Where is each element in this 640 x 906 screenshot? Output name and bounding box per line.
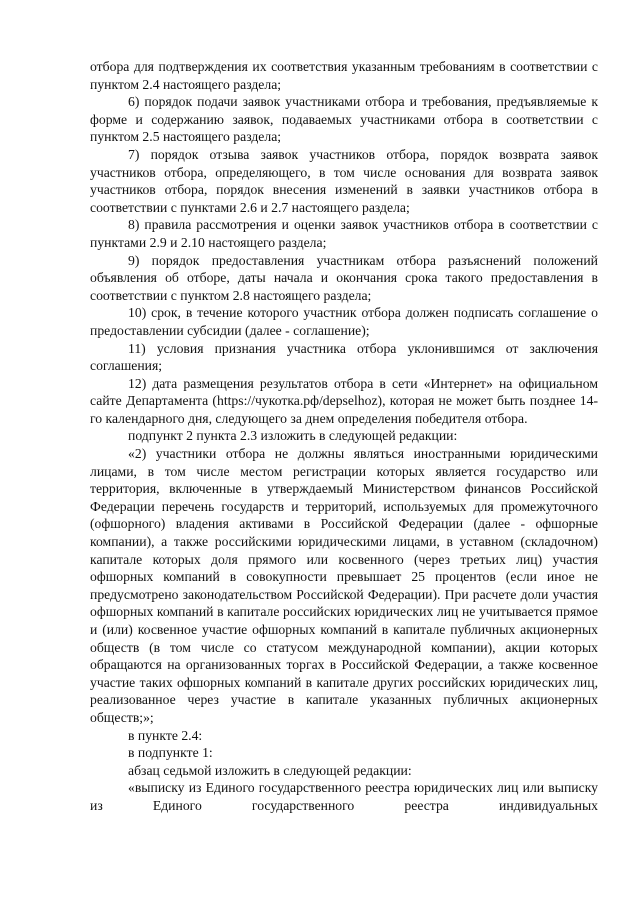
paragraph-amendment-2-3: подпункт 2 пункта 2.3 изложить в следующей редакции: xyxy=(128,428,458,444)
paragraph-continuation: отбора для подтверждения их соответствия указанным требованиям в соответствии с пунктом 2.4 настоящего раздела; xyxy=(90,59,598,92)
paragraph-quoted-extract: «выписку из Единого государственного реестра юридических лиц или выписку из Единого государственного реестра индивидуальных xyxy=(90,780,598,813)
paragraph-quoted-item-2: «2) участники отбора не должны являться иностранными юридическими лицами, в том числе местом регистрации которых является государство или территория, включенные в утверждаемый Министерством финансов Российской Федерации перечень государств и территорий, используемых для промежуточного (офшорного) владения активами в Российской Федерации (далее - офшорные компании), а также российскими юридическими лицами, в уставном (складочном) капитале которых доля прямого или косвенного (через третьих лиц) участия офшорных компаний в совокупности превышает 25 процентов (если иное не предусмотрено законодательством Российской Федерации). При расчете доли участия офшорных компаний в капитале российских юридических лиц не учитывается прямое и (или) косвенное участие офшорных компаний в капитале публичных акционерных обществ (в том числе со статусом международной компании), акции которых обращаются на организованных торгах в Российской Федерации, а также косвенное участие таких офшорных компаний в капитале других российских юридических лиц, реализованное через участие в капитале указанных публичных акционерных обществ;»; xyxy=(90,446,598,725)
document-page xyxy=(90,58,598,815)
paragraph-item-10: 10) срок, в течение которого участник отбора должен подписать соглашение о предоставлении субсидии (далее - соглашение); xyxy=(90,305,598,338)
paragraph-seventh-abzac: абзац седьмой изложить в следующей редакции: xyxy=(128,762,412,778)
paragraph-subpoint-1: в подпункте 1: xyxy=(128,745,213,761)
paragraph-item-7: 7) порядок отзыва заявок участников отбора, порядок возврата заявок участников отбора, определяющего, в том числе основания для возврата заявок участников отбора, порядок внесения изменений в заявки участников отбора в соответствии с пунктами 2.6 и 2.7 настоящего раздела; xyxy=(90,146,598,215)
paragraph-item-6: 6) порядок подачи заявок участниками отбора и требования, предъявляемые к форме и содержанию заявок, подаваемых участниками отбора в соответствии с пунктом 2.5 настоящего раздела; xyxy=(90,94,598,145)
paragraph-item-9: 9) порядок предоставления участникам отбора разъяснений положений объявления об отборе, даты начала и окончания срока такого предоставления в соответствии с пунктом 2.8 настоящего раздела; xyxy=(90,252,598,303)
paragraph-point-2-4: в пункте 2.4: xyxy=(128,727,203,743)
paragraph-item-11: 11) условия признания участника отбора уклонившимся от заключения соглашения; xyxy=(90,340,598,374)
paragraph-item-12: 12) дата размещения результатов отбора в сети «Интернет» на официальном сайте Департамента (https://чукотка.рф/depselhoz), которая не может быть позднее 14-го календарного дня, следующего за днем определения победителя отбора. xyxy=(90,375,598,426)
paragraph-item-8: 8) правила рассмотрения и оценки заявок участников отбора в соответствии с пунктами 2.9 и 2.10 настоящего раздела; xyxy=(90,217,598,250)
